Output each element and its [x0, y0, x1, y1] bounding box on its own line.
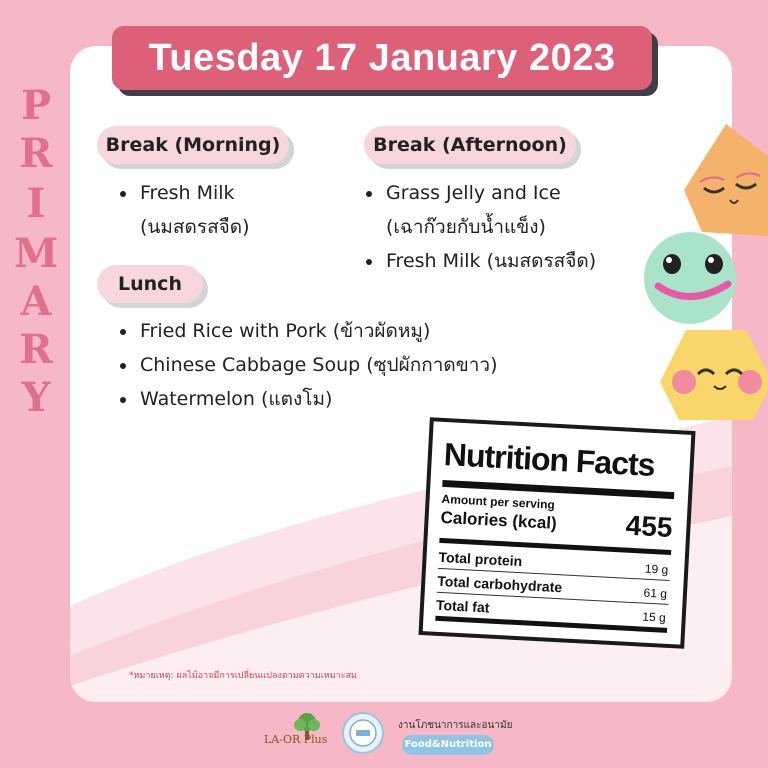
lunch-label: Lunch	[97, 265, 203, 303]
footnote: *หมายเหตุ: ผลไม้อาจมีการเปลี่ยนแปลงตามความเหมาะสม	[129, 671, 357, 681]
side-letter: R	[19, 326, 53, 373]
morning-label: Break (Morning)	[97, 126, 289, 164]
afternoon-label: Break (Afternoon)	[364, 126, 576, 164]
morning-header	[97, 126, 289, 164]
lunch-header	[97, 265, 203, 303]
nutrition-title: Nutrition Facts	[443, 436, 656, 483]
list-item: Chinese Cabbage Soup (ซุปผักกาดขาว)	[118, 348, 498, 382]
nutrient-value: 61 g	[643, 585, 668, 601]
side-letter: M	[14, 230, 59, 277]
list-item: Fried Rice with Pork (ข้าวผัดหมู)	[118, 314, 498, 348]
list-item: Fresh Milk (นมสดรสจืด)	[364, 244, 596, 278]
triangle-face-icon	[684, 124, 768, 236]
page-title: Tuesday 17 January 2023	[112, 26, 652, 90]
side-letter: Y	[21, 374, 51, 421]
list-item: Grass Jelly and Ice	[364, 176, 596, 210]
hexagon-face-icon	[660, 330, 768, 420]
nutrient-value: 15 g	[642, 609, 667, 625]
la-or-plus-logo: LA-OR Plus	[264, 733, 328, 746]
calories-value: 455	[624, 509, 674, 544]
afternoon-list	[364, 176, 596, 278]
circle-face-icon	[644, 232, 736, 324]
side-letter: R	[19, 130, 53, 177]
calories-label: Calories (kcal)	[440, 507, 558, 533]
side-letter: P	[20, 82, 52, 129]
lunch-list	[118, 314, 498, 416]
nutrient-label: Total protein	[438, 548, 523, 570]
amount-per-serving: Amount per serving	[441, 491, 556, 512]
department-name: งานโภชนาการและอนามัย	[398, 720, 513, 731]
nutrient-value: 19 g	[644, 561, 669, 577]
food-nutrition-badge: Food&Nutrition	[402, 735, 494, 755]
list-item: (เฉาก๊วยกับน้ำแข็ง)	[386, 216, 546, 238]
afternoon-header	[364, 126, 576, 164]
morning-list	[118, 176, 250, 244]
cute-shapes-decoration	[640, 120, 768, 420]
side-letter: I	[26, 180, 46, 227]
nutrient-label: Total carbohydrate	[436, 572, 563, 596]
nutrient-label: Total fat	[435, 596, 490, 616]
school-seal-icon	[342, 712, 384, 754]
nutrition-facts-label	[418, 417, 695, 649]
side-letter: A	[20, 278, 52, 325]
list-item: (นมสดรสจืด)	[140, 216, 250, 238]
list-item: Watermelon (แตงโม)	[118, 382, 498, 416]
list-item: Fresh Milk	[118, 176, 250, 210]
